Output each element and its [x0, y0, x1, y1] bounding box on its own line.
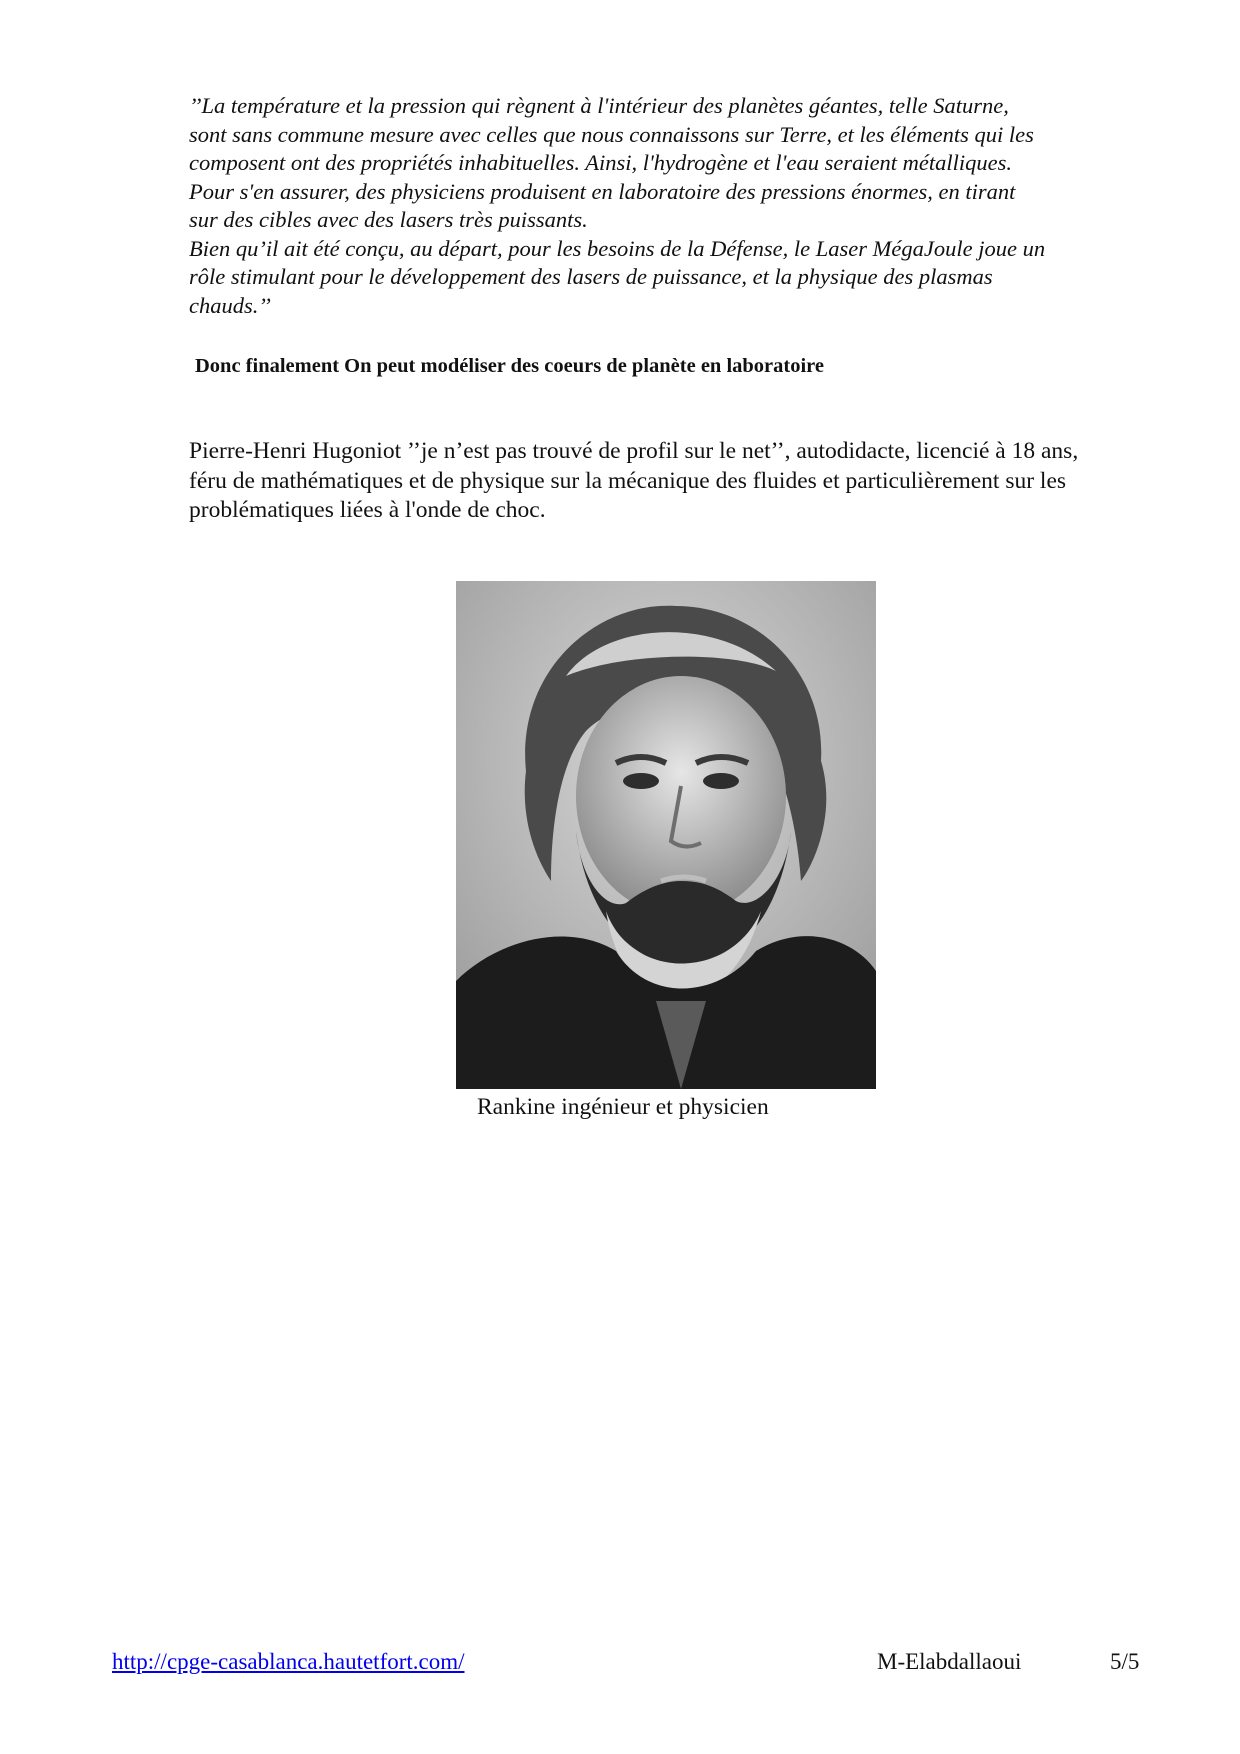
bio-line: problématiques liées à l'onde de choc.: [189, 497, 546, 523]
bio-line: féru de mathématiques et de physique sur la mécanique des fluides et particulièrement sur les: [189, 467, 1067, 494]
quote-line: sur des cibles avec des lasers très puissants.: [189, 207, 588, 232]
quote-line: sont sans commune mesure avec celles que nous connaissons sur Terre, et les éléments qui les: [189, 121, 1034, 147]
quote-line: chauds.’’: [189, 292, 271, 318]
quote-line: composent ont des propriétés inhabituelles. Ainsi, l'hydrogène et l'eau seraient métalliques.: [189, 150, 1013, 175]
footer-website-link[interactable]: http://cpge-casablanca.hautetfort.com/: [112, 1649, 465, 1674]
quote-line: Bien qu’il ait été conçu, au départ, pour les besoins de la Défense, le Laser MégaJoule joue un: [189, 235, 1046, 261]
footer-author: M-Elabdallaoui: [877, 1649, 1022, 1674]
portrait-caption: Rankine ingénieur et physicien: [477, 1094, 769, 1120]
quote-line: Pour s'en assurer, des physiciens produisent en laboratoire des pressions énormes, en tirant: [189, 178, 1016, 204]
page-number: 5/5: [1110, 1649, 1140, 1674]
quote-paragraph: [189, 92, 1149, 320]
portrait-photo: [456, 581, 876, 1089]
quote-line: rôle stimulant pour le développement des lasers de puissance, et la physique des plasmas: [189, 264, 993, 289]
bio-line: Pierre-Henri Hugoniot ’’je n’est pas trouvé de profil sur le net’’, autodidacte, licencié à 18 ans,: [189, 438, 1079, 464]
quote-line: ’’La température et la pression qui règnent à l'intérieur des planètes géantes, telle Saturne,: [189, 93, 1009, 118]
bio-paragraph: [189, 437, 1169, 526]
conclusion-heading: Donc finalement On peut modéliser des coeurs de planète en laboratoire: [195, 355, 824, 377]
